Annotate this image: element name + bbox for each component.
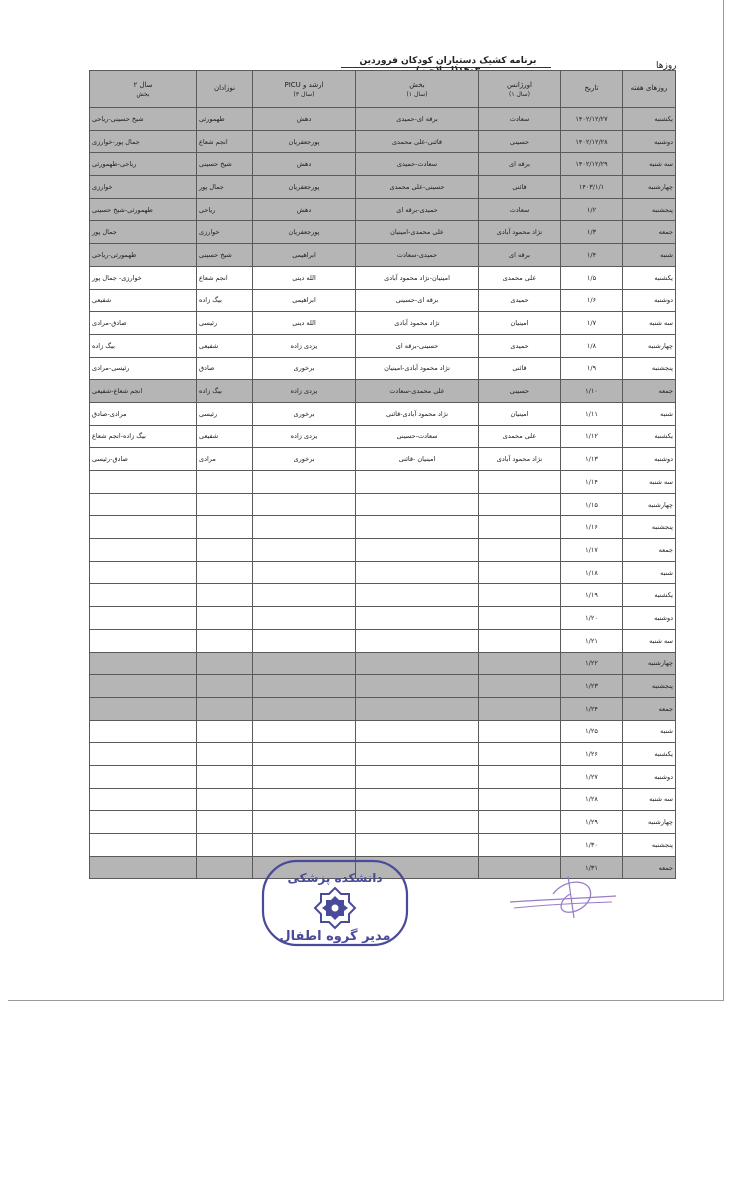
cell-weekday: شنبه xyxy=(623,720,676,743)
cell-neonatal: ریاحی xyxy=(197,198,253,221)
cell-weekday: دوشنبه xyxy=(623,607,676,630)
cell-senior-picu: دهش xyxy=(253,198,356,221)
cell-year2-ward: شیخ حسینی-ریاحی xyxy=(90,108,197,131)
table-row xyxy=(90,176,676,199)
cell-senior-picu xyxy=(253,743,356,766)
cell-senior-picu xyxy=(253,471,356,494)
cell-weekday: دوشنبه xyxy=(623,765,676,788)
cell-emergency xyxy=(479,561,561,584)
cell-weekday: پنجشنبه xyxy=(623,357,676,380)
cell-emergency: نژاد محمود آبادی xyxy=(479,221,561,244)
cell-emergency xyxy=(479,629,561,652)
cell-date: ۱/۳۱ xyxy=(561,856,623,879)
cell-senior-picu xyxy=(253,788,356,811)
cell-year2-ward xyxy=(90,471,197,494)
cell-weekday: یکشنبه xyxy=(623,584,676,607)
cell-senior-picu xyxy=(253,811,356,834)
table-row xyxy=(90,266,676,289)
cell-weekday: پنجشنبه xyxy=(623,198,676,221)
cell-senior-picu xyxy=(253,584,356,607)
cell-date: ۱/۲ xyxy=(561,198,623,221)
cell-date: ۱/۱۸ xyxy=(561,561,623,584)
cell-date: ۱۴۰۳/۱/۱ xyxy=(561,176,623,199)
cell-year2-ward: طهمورثی-ریاحی xyxy=(90,244,197,267)
cell-emergency: برقه ای xyxy=(479,244,561,267)
cell-senior-picu: دهش xyxy=(253,153,356,176)
cell-date: ۱۴۰۲/۱۲/۲۷ xyxy=(561,108,623,131)
cell-date: ۱/۵ xyxy=(561,266,623,289)
cell-ward: حمیدی-برقه ای xyxy=(356,198,479,221)
cell-weekday: دوشنبه xyxy=(623,448,676,471)
table-row xyxy=(90,675,676,698)
cell-year2-ward xyxy=(90,584,197,607)
cell-neonatal: شیخ حسینی xyxy=(197,244,253,267)
cell-neonatal xyxy=(197,493,253,516)
cell-weekday: دوشنبه xyxy=(623,130,676,153)
cell-senior-picu xyxy=(253,493,356,516)
cell-neonatal xyxy=(197,743,253,766)
cell-emergency xyxy=(479,720,561,743)
table-row xyxy=(90,516,676,539)
table-row xyxy=(90,425,676,448)
cell-date: ۱/۱۷ xyxy=(561,539,623,562)
cell-ward xyxy=(356,607,479,630)
cell-ward xyxy=(356,765,479,788)
cell-year2-ward xyxy=(90,788,197,811)
shift-schedule-table xyxy=(89,70,676,879)
cell-weekday: دوشنبه xyxy=(623,289,676,312)
cell-year2-ward: صادق-مرادی xyxy=(90,312,197,335)
cell-weekday: پنجشنبه xyxy=(623,675,676,698)
cell-ward: علی محمدی-امینیان xyxy=(356,221,479,244)
cell-senior-picu: یزدی زاده xyxy=(253,334,356,357)
table-row xyxy=(90,493,676,516)
cell-weekday: سه شنبه xyxy=(623,471,676,494)
table-row xyxy=(90,834,676,857)
table-row xyxy=(90,153,676,176)
cell-date: ۱/۲۲ xyxy=(561,652,623,675)
cell-emergency xyxy=(479,539,561,562)
cell-weekday: چهارشنبه xyxy=(623,176,676,199)
cell-year2-ward xyxy=(90,765,197,788)
header-emergency: اورژانس (سال ۱) xyxy=(479,71,561,108)
cell-emergency xyxy=(479,584,561,607)
cell-neonatal xyxy=(197,834,253,857)
cell-emergency xyxy=(479,471,561,494)
cell-emergency: سعادت xyxy=(479,198,561,221)
cell-year2-ward: جمال پور xyxy=(90,221,197,244)
cell-date: ۱/۳ xyxy=(561,221,623,244)
cell-date: ۱/۲۱ xyxy=(561,629,623,652)
cell-emergency xyxy=(479,743,561,766)
cell-ward xyxy=(356,629,479,652)
cell-ward xyxy=(356,471,479,494)
cell-date: ۱/۲۷ xyxy=(561,765,623,788)
cell-year2-ward xyxy=(90,539,197,562)
cell-neonatal: جمال پور xyxy=(197,176,253,199)
cell-neonatal xyxy=(197,539,253,562)
cell-year2-ward: ریاحی-طهمورثی xyxy=(90,153,197,176)
cell-senior-picu: الله دینی xyxy=(253,266,356,289)
cell-emergency xyxy=(479,697,561,720)
stamp-bottom-text: مدیر گروه اطفال xyxy=(279,929,391,944)
table-row xyxy=(90,448,676,471)
cell-ward: سعادت-حسینی xyxy=(356,425,479,448)
cell-year2-ward: شفیعی xyxy=(90,289,197,312)
cell-weekday: شنبه xyxy=(623,402,676,425)
cell-date: ۱/۱۲ xyxy=(561,425,623,448)
cell-emergency: نژاد محمود آبادی xyxy=(479,448,561,471)
cell-year2-ward: انجم شعاع-شفیعی xyxy=(90,380,197,403)
table-row xyxy=(90,697,676,720)
cell-weekday: جمعه xyxy=(623,856,676,879)
cell-date: ۱/۱۵ xyxy=(561,493,623,516)
cell-senior-picu: ابراهیمی xyxy=(253,289,356,312)
cell-ward xyxy=(356,516,479,539)
table-row xyxy=(90,539,676,562)
cell-ward: برقه ای-حسینی xyxy=(356,289,479,312)
cell-weekday: یکشنبه xyxy=(623,266,676,289)
cell-ward xyxy=(356,539,479,562)
cell-senior-picu: پورجعفریان xyxy=(253,176,356,199)
cell-weekday: جمعه xyxy=(623,539,676,562)
cell-year2-ward xyxy=(90,697,197,720)
cell-date: ۱/۲۰ xyxy=(561,607,623,630)
header-weekday: روزهای هفته xyxy=(623,71,676,108)
cell-neonatal: بیگ زاده xyxy=(197,380,253,403)
cell-neonatal: انجم شعاع xyxy=(197,266,253,289)
cell-ward: نژاد محمود آبادی-قائنی xyxy=(356,402,479,425)
table-row xyxy=(90,629,676,652)
cell-ward xyxy=(356,584,479,607)
table-row xyxy=(90,289,676,312)
cell-neonatal xyxy=(197,765,253,788)
cell-date: ۱/۱۰ xyxy=(561,380,623,403)
cell-year2-ward: بیگ زاده-انجم شعاع xyxy=(90,425,197,448)
table-row xyxy=(90,561,676,584)
cell-ward: قائنی-علی محمدی xyxy=(356,130,479,153)
title-underline xyxy=(341,67,551,68)
cell-weekday: یکشنبه xyxy=(623,425,676,448)
cell-senior-picu xyxy=(253,834,356,857)
cell-emergency: علی محمدی xyxy=(479,266,561,289)
cell-weekday: چهارشنبه xyxy=(623,811,676,834)
cell-date: ۱/۷ xyxy=(561,312,623,335)
cell-senior-picu xyxy=(253,720,356,743)
cell-date: ۱/۲۹ xyxy=(561,811,623,834)
document-page xyxy=(8,0,724,1001)
cell-senior-picu xyxy=(253,516,356,539)
cell-year2-ward: خوارزی- جمال پور xyxy=(90,266,197,289)
table-row xyxy=(90,357,676,380)
cell-senior-picu xyxy=(253,697,356,720)
cell-neonatal: رئیسی xyxy=(197,402,253,425)
cell-year2-ward: طهمورثی-شیخ حسینی xyxy=(90,198,197,221)
table-row xyxy=(90,765,676,788)
cell-senior-picu: الله دینی xyxy=(253,312,356,335)
cell-year2-ward xyxy=(90,493,197,516)
cell-senior-picu xyxy=(253,629,356,652)
cell-emergency: قائنی xyxy=(479,176,561,199)
cell-senior-picu xyxy=(253,675,356,698)
cell-date: ۱/۲۳ xyxy=(561,675,623,698)
cell-year2-ward: مرادی-صادق xyxy=(90,402,197,425)
cell-year2-ward xyxy=(90,629,197,652)
cell-neonatal xyxy=(197,720,253,743)
cell-emergency: حسینی xyxy=(479,380,561,403)
cell-neonatal xyxy=(197,675,253,698)
cell-weekday: سه شنبه xyxy=(623,788,676,811)
cell-weekday: شنبه xyxy=(623,244,676,267)
cell-senior-picu: برخوری xyxy=(253,402,356,425)
cell-senior-picu xyxy=(253,607,356,630)
cell-neonatal: شیخ حسینی xyxy=(197,153,253,176)
cell-ward: حسینی-علی محمدی xyxy=(356,176,479,199)
cell-neonatal: صادق xyxy=(197,357,253,380)
cell-year2-ward xyxy=(90,856,197,879)
department-stamp xyxy=(260,858,410,948)
table-row xyxy=(90,244,676,267)
cell-emergency xyxy=(479,652,561,675)
cell-neonatal xyxy=(197,788,253,811)
cell-emergency xyxy=(479,834,561,857)
cell-emergency: قائنی xyxy=(479,357,561,380)
cell-emergency: حسینی xyxy=(479,130,561,153)
table-row xyxy=(90,334,676,357)
cell-date: ۱/۱۴ xyxy=(561,471,623,494)
cell-senior-picu: دهش xyxy=(253,108,356,131)
table-row xyxy=(90,720,676,743)
cell-ward xyxy=(356,720,479,743)
cell-year2-ward xyxy=(90,607,197,630)
cell-emergency xyxy=(479,516,561,539)
cell-weekday: پنجشنبه xyxy=(623,834,676,857)
cell-ward xyxy=(356,834,479,857)
cell-senior-picu: برخوری xyxy=(253,448,356,471)
cell-year2-ward xyxy=(90,720,197,743)
table-row xyxy=(90,811,676,834)
cell-neonatal xyxy=(197,607,253,630)
cell-ward xyxy=(356,652,479,675)
cell-ward: نژاد محمود آبادی xyxy=(356,312,479,335)
cell-emergency xyxy=(479,493,561,516)
cell-weekday: جمعه xyxy=(623,221,676,244)
cell-neonatal xyxy=(197,652,253,675)
cell-neonatal: خوارزی xyxy=(197,221,253,244)
cell-weekday: چهارشنبه xyxy=(623,334,676,357)
table-header-row xyxy=(90,71,676,108)
cell-neonatal: طهمورثی xyxy=(197,108,253,131)
cell-emergency: برقه ای xyxy=(479,153,561,176)
cell-ward: امینیان -قائنی xyxy=(356,448,479,471)
cell-date: ۱/۲۸ xyxy=(561,788,623,811)
cell-year2-ward: صادق-رئیسی xyxy=(90,448,197,471)
cell-year2-ward: رئیسی-مرادی xyxy=(90,357,197,380)
cell-year2-ward xyxy=(90,834,197,857)
cell-weekday: سه شنبه xyxy=(623,153,676,176)
cell-neonatal xyxy=(197,471,253,494)
cell-emergency: امینیان xyxy=(479,402,561,425)
cell-ward: نژاد محمود آبادی-امینیان xyxy=(356,357,479,380)
cell-year2-ward xyxy=(90,743,197,766)
days-label: روزها xyxy=(656,61,677,71)
cell-date: ۱/۲۴ xyxy=(561,697,623,720)
cell-ward xyxy=(356,811,479,834)
stamp-emblem-icon xyxy=(315,888,355,928)
cell-ward: برقه ای-حمیدی xyxy=(356,108,479,131)
cell-date: ۱/۱۳ xyxy=(561,448,623,471)
cell-ward xyxy=(356,743,479,766)
cell-date: ۱/۱۹ xyxy=(561,584,623,607)
cell-emergency: امینیان xyxy=(479,312,561,335)
cell-ward xyxy=(356,675,479,698)
cell-weekday: پنجشنبه xyxy=(623,516,676,539)
cell-year2-ward xyxy=(90,516,197,539)
cell-emergency xyxy=(479,765,561,788)
cell-senior-picu xyxy=(253,561,356,584)
cell-date: ۱/۲۶ xyxy=(561,743,623,766)
cell-emergency xyxy=(479,607,561,630)
cell-senior-picu xyxy=(253,539,356,562)
cell-date: ۱/۱۶ xyxy=(561,516,623,539)
cell-ward: حمیدی-سعادت xyxy=(356,244,479,267)
signature xyxy=(508,872,618,922)
cell-ward: حسینی-برقه ای xyxy=(356,334,479,357)
table-row xyxy=(90,584,676,607)
header-year2-ward: سال ۲ بخش xyxy=(90,71,197,108)
cell-senior-picu: یزدی زاده xyxy=(253,425,356,448)
cell-weekday: سه شنبه xyxy=(623,629,676,652)
cell-year2-ward: بیگ زاده xyxy=(90,334,197,357)
cell-neonatal xyxy=(197,856,253,879)
cell-senior-picu: ابراهیمی xyxy=(253,244,356,267)
table-row xyxy=(90,607,676,630)
cell-year2-ward xyxy=(90,652,197,675)
cell-ward: امینیان-نژاد محمود آبادی xyxy=(356,266,479,289)
cell-neonatal xyxy=(197,811,253,834)
table-row xyxy=(90,743,676,766)
table-row xyxy=(90,788,676,811)
cell-year2-ward xyxy=(90,811,197,834)
cell-neonatal: شفیعی xyxy=(197,334,253,357)
cell-senior-picu xyxy=(253,765,356,788)
cell-neonatal xyxy=(197,629,253,652)
cell-year2-ward: خوارزی xyxy=(90,176,197,199)
cell-date: ۱۴۰۲/۱۲/۲۸ xyxy=(561,130,623,153)
cell-senior-picu: برخوری xyxy=(253,357,356,380)
cell-neonatal: شفیعی xyxy=(197,425,253,448)
header-senior-picu: ارشد و PICU (سال ۳) xyxy=(253,71,356,108)
cell-neonatal xyxy=(197,697,253,720)
cell-neonatal xyxy=(197,561,253,584)
table-row xyxy=(90,198,676,221)
cell-weekday: یکشنبه xyxy=(623,743,676,766)
cell-weekday: چهارشنبه xyxy=(623,493,676,516)
cell-date: ۱/۴ xyxy=(561,244,623,267)
cell-date: ۱/۳۰ xyxy=(561,834,623,857)
cell-ward xyxy=(356,561,479,584)
cell-emergency xyxy=(479,788,561,811)
header-date: تاریخ xyxy=(561,71,623,108)
table-row xyxy=(90,652,676,675)
cell-date: ۱/۶ xyxy=(561,289,623,312)
table-row xyxy=(90,221,676,244)
cell-senior-picu: پورجعفریان xyxy=(253,130,356,153)
header-neonatal: نوزادان xyxy=(197,71,253,108)
cell-ward xyxy=(356,697,479,720)
table-row xyxy=(90,380,676,403)
cell-neonatal: انجم شعاع xyxy=(197,130,253,153)
cell-ward xyxy=(356,788,479,811)
cell-neonatal: مرادی xyxy=(197,448,253,471)
cell-emergency: حمیدی xyxy=(479,334,561,357)
cell-neonatal: بیگ زاده xyxy=(197,289,253,312)
cell-emergency xyxy=(479,675,561,698)
table-row xyxy=(90,402,676,425)
cell-date: ۱/۸ xyxy=(561,334,623,357)
cell-neonatal xyxy=(197,516,253,539)
cell-senior-picu: پورجعفریان xyxy=(253,221,356,244)
cell-date: ۱/۲۵ xyxy=(561,720,623,743)
cell-ward xyxy=(356,493,479,516)
cell-senior-picu: یزدی زاده xyxy=(253,380,356,403)
cell-emergency xyxy=(479,811,561,834)
cell-weekday: شنبه xyxy=(623,561,676,584)
cell-emergency: حمیدی xyxy=(479,289,561,312)
cell-ward: سعادت-حمیدی xyxy=(356,153,479,176)
cell-date: ۱/۹ xyxy=(561,357,623,380)
cell-weekday: جمعه xyxy=(623,697,676,720)
header-ward: بخش (سال ۱) xyxy=(356,71,479,108)
cell-senior-picu xyxy=(253,652,356,675)
cell-year2-ward xyxy=(90,675,197,698)
cell-year2-ward xyxy=(90,561,197,584)
table-row xyxy=(90,312,676,335)
cell-date: ۱۴۰۲/۱۲/۲۹ xyxy=(561,153,623,176)
schedule-title: برنامه کشیک دستیاران کودکان فروردین xyxy=(359,56,537,66)
table-row xyxy=(90,108,676,131)
cell-neonatal xyxy=(197,584,253,607)
stamp-top-text: دانشکده پزشکی xyxy=(287,871,383,885)
cell-emergency: علی محمدی xyxy=(479,425,561,448)
cell-neonatal: رئیسی xyxy=(197,312,253,335)
cell-year2-ward: جمال پور-خوارزی xyxy=(90,130,197,153)
cell-date: ۱/۱۱ xyxy=(561,402,623,425)
cell-weekday: جمعه xyxy=(623,380,676,403)
table-row xyxy=(90,130,676,153)
cell-weekday: چهارشنبه xyxy=(623,652,676,675)
cell-ward: علی محمدی-سعادت xyxy=(356,380,479,403)
cell-emergency: سعادت xyxy=(479,108,561,131)
table-row xyxy=(90,471,676,494)
cell-weekday: یکشنبه xyxy=(623,108,676,131)
cell-weekday: سه شنبه xyxy=(623,312,676,335)
